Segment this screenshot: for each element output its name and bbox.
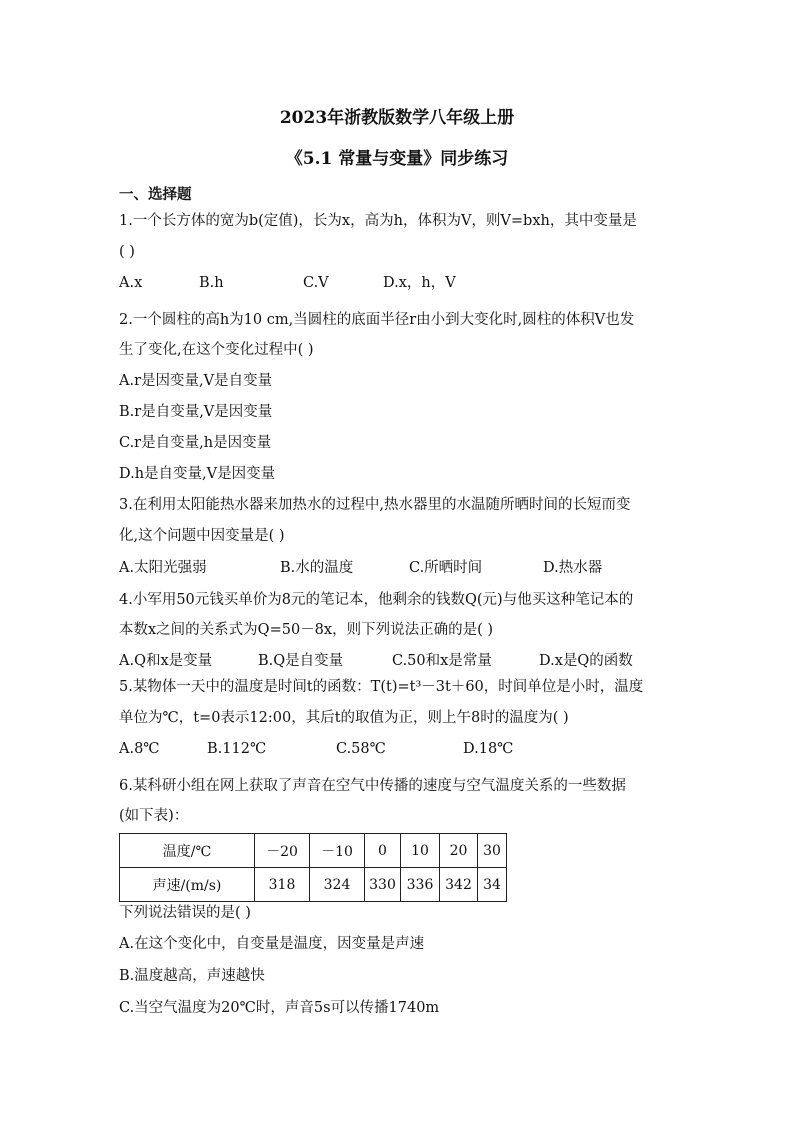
q5-stem-line2: 单位为℃，t=0表示12:00，其后t的取值为正，则上午8时的温度为( ) bbox=[119, 710, 569, 726]
q4-option-b: B.Q是自变量 bbox=[258, 653, 344, 669]
q4-option-a: A.Q和x是变量 bbox=[119, 653, 213, 669]
q2-stem-line2: 生了变化,在这个变化过程中( ) bbox=[119, 342, 314, 358]
q1-option-c: C.V bbox=[303, 275, 329, 291]
q6-stem-line2: (如下表)： bbox=[119, 808, 189, 824]
q2-option-c: C.r是自变量,h是因变量 bbox=[119, 435, 272, 451]
q2-stem-line1: 2.一个圆柱的高h为10 cm,当圆柱的底面半径r由小到大变化时,圆柱的体积V也发 bbox=[119, 312, 635, 328]
q2-option-d: D.h是自变量,V是因变量 bbox=[119, 466, 276, 482]
q2-option-b: B.r是自变量,V是因变量 bbox=[119, 404, 273, 420]
doc-subtitle: 《5.1 常量与变量》同步练习 bbox=[285, 149, 509, 169]
temperature-speed-table bbox=[119, 833, 507, 902]
q6-prompt: 下列说法错误的是( ) bbox=[119, 905, 251, 921]
q6-option-b: B.温度越高，声速越快 bbox=[119, 968, 265, 984]
table-cell: 330 bbox=[365, 868, 401, 902]
q5-option-a: A.8℃ bbox=[119, 741, 160, 757]
table-cell: 336 bbox=[401, 868, 440, 902]
q3-stem-line2: 化,这个问题中因变量是( ) bbox=[119, 528, 285, 544]
q4-stem-line2: 本数x之间的关系式为Q=50－8x，则下列说法正确的是( ) bbox=[119, 622, 493, 638]
table-cell: 324 bbox=[310, 868, 365, 902]
q1-option-b: B.h bbox=[199, 275, 224, 291]
q2-option-a: A.r是因变量,V是自变量 bbox=[119, 373, 273, 389]
q3-option-c: C.所晒时间 bbox=[409, 560, 483, 576]
q5-option-b: B.112℃ bbox=[207, 741, 267, 757]
q6-option-a: A.在这个变化中，自变量是温度，因变量是声速 bbox=[119, 936, 425, 952]
q3-stem-line1: 3.在利用太阳能热水器来加热水的过程中,热水器里的水温随所晒时间的长短而变 bbox=[119, 497, 631, 513]
table-cell: 10 bbox=[401, 834, 440, 868]
q4-option-d: D.x是Q的函数 bbox=[539, 653, 633, 669]
table-cell: 20 bbox=[440, 834, 478, 868]
q1-stem-line1: 1.一个长方体的宽为b(定值)，长为x，高为h，体积为V，则V=bxh，其中变量是 bbox=[119, 213, 637, 229]
q3-option-d: D.热水器 bbox=[543, 560, 603, 576]
q3-option-b: B.水的温度 bbox=[280, 560, 354, 576]
table-cell: 318 bbox=[255, 868, 310, 902]
section-heading: 一、选择题 bbox=[119, 186, 192, 203]
q1-option-d: D.x，h，V bbox=[383, 275, 456, 291]
q3-option-a: A.太阳光强弱 bbox=[119, 560, 207, 576]
table-cell: 0 bbox=[365, 834, 401, 868]
q5-stem-line1: 5.某物体一天中的温度是时间t的函数：T(t)=t³－3t＋60，时间单位是小时，温度 bbox=[119, 679, 644, 695]
table-cell: 温度/℃ bbox=[120, 834, 255, 868]
table-cell: －20 bbox=[255, 834, 310, 868]
doc-title: 2023年浙教版数学八年级上册 bbox=[279, 108, 515, 128]
table-cell: 34 bbox=[478, 868, 507, 902]
q1-option-a: A.x bbox=[119, 275, 143, 291]
table-cell: －10 bbox=[310, 834, 365, 868]
table-cell: 30 bbox=[478, 834, 507, 868]
table-row bbox=[120, 868, 507, 902]
table-cell: 342 bbox=[440, 868, 478, 902]
q4-option-c: C.50和x是常量 bbox=[392, 653, 492, 669]
q5-option-d: D.18℃ bbox=[463, 741, 514, 757]
q5-option-c: C.58℃ bbox=[336, 741, 386, 757]
q4-stem-line1: 4.小军用50元钱买单价为8元的笔记本，他剩余的钱数Q(元)与他买这种笔记本的 bbox=[119, 592, 634, 608]
table-row bbox=[120, 834, 507, 868]
q6-stem-line1: 6.某科研小组在网上获取了声音在空气中传播的速度与空气温度关系的一些数据 bbox=[119, 778, 626, 794]
q6-option-c: C.当空气温度为20℃时，声音5s可以传播1740m bbox=[119, 1000, 440, 1016]
table-cell: 声速/(m/s) bbox=[120, 868, 255, 902]
q1-stem-line2: ( ) bbox=[119, 244, 135, 260]
